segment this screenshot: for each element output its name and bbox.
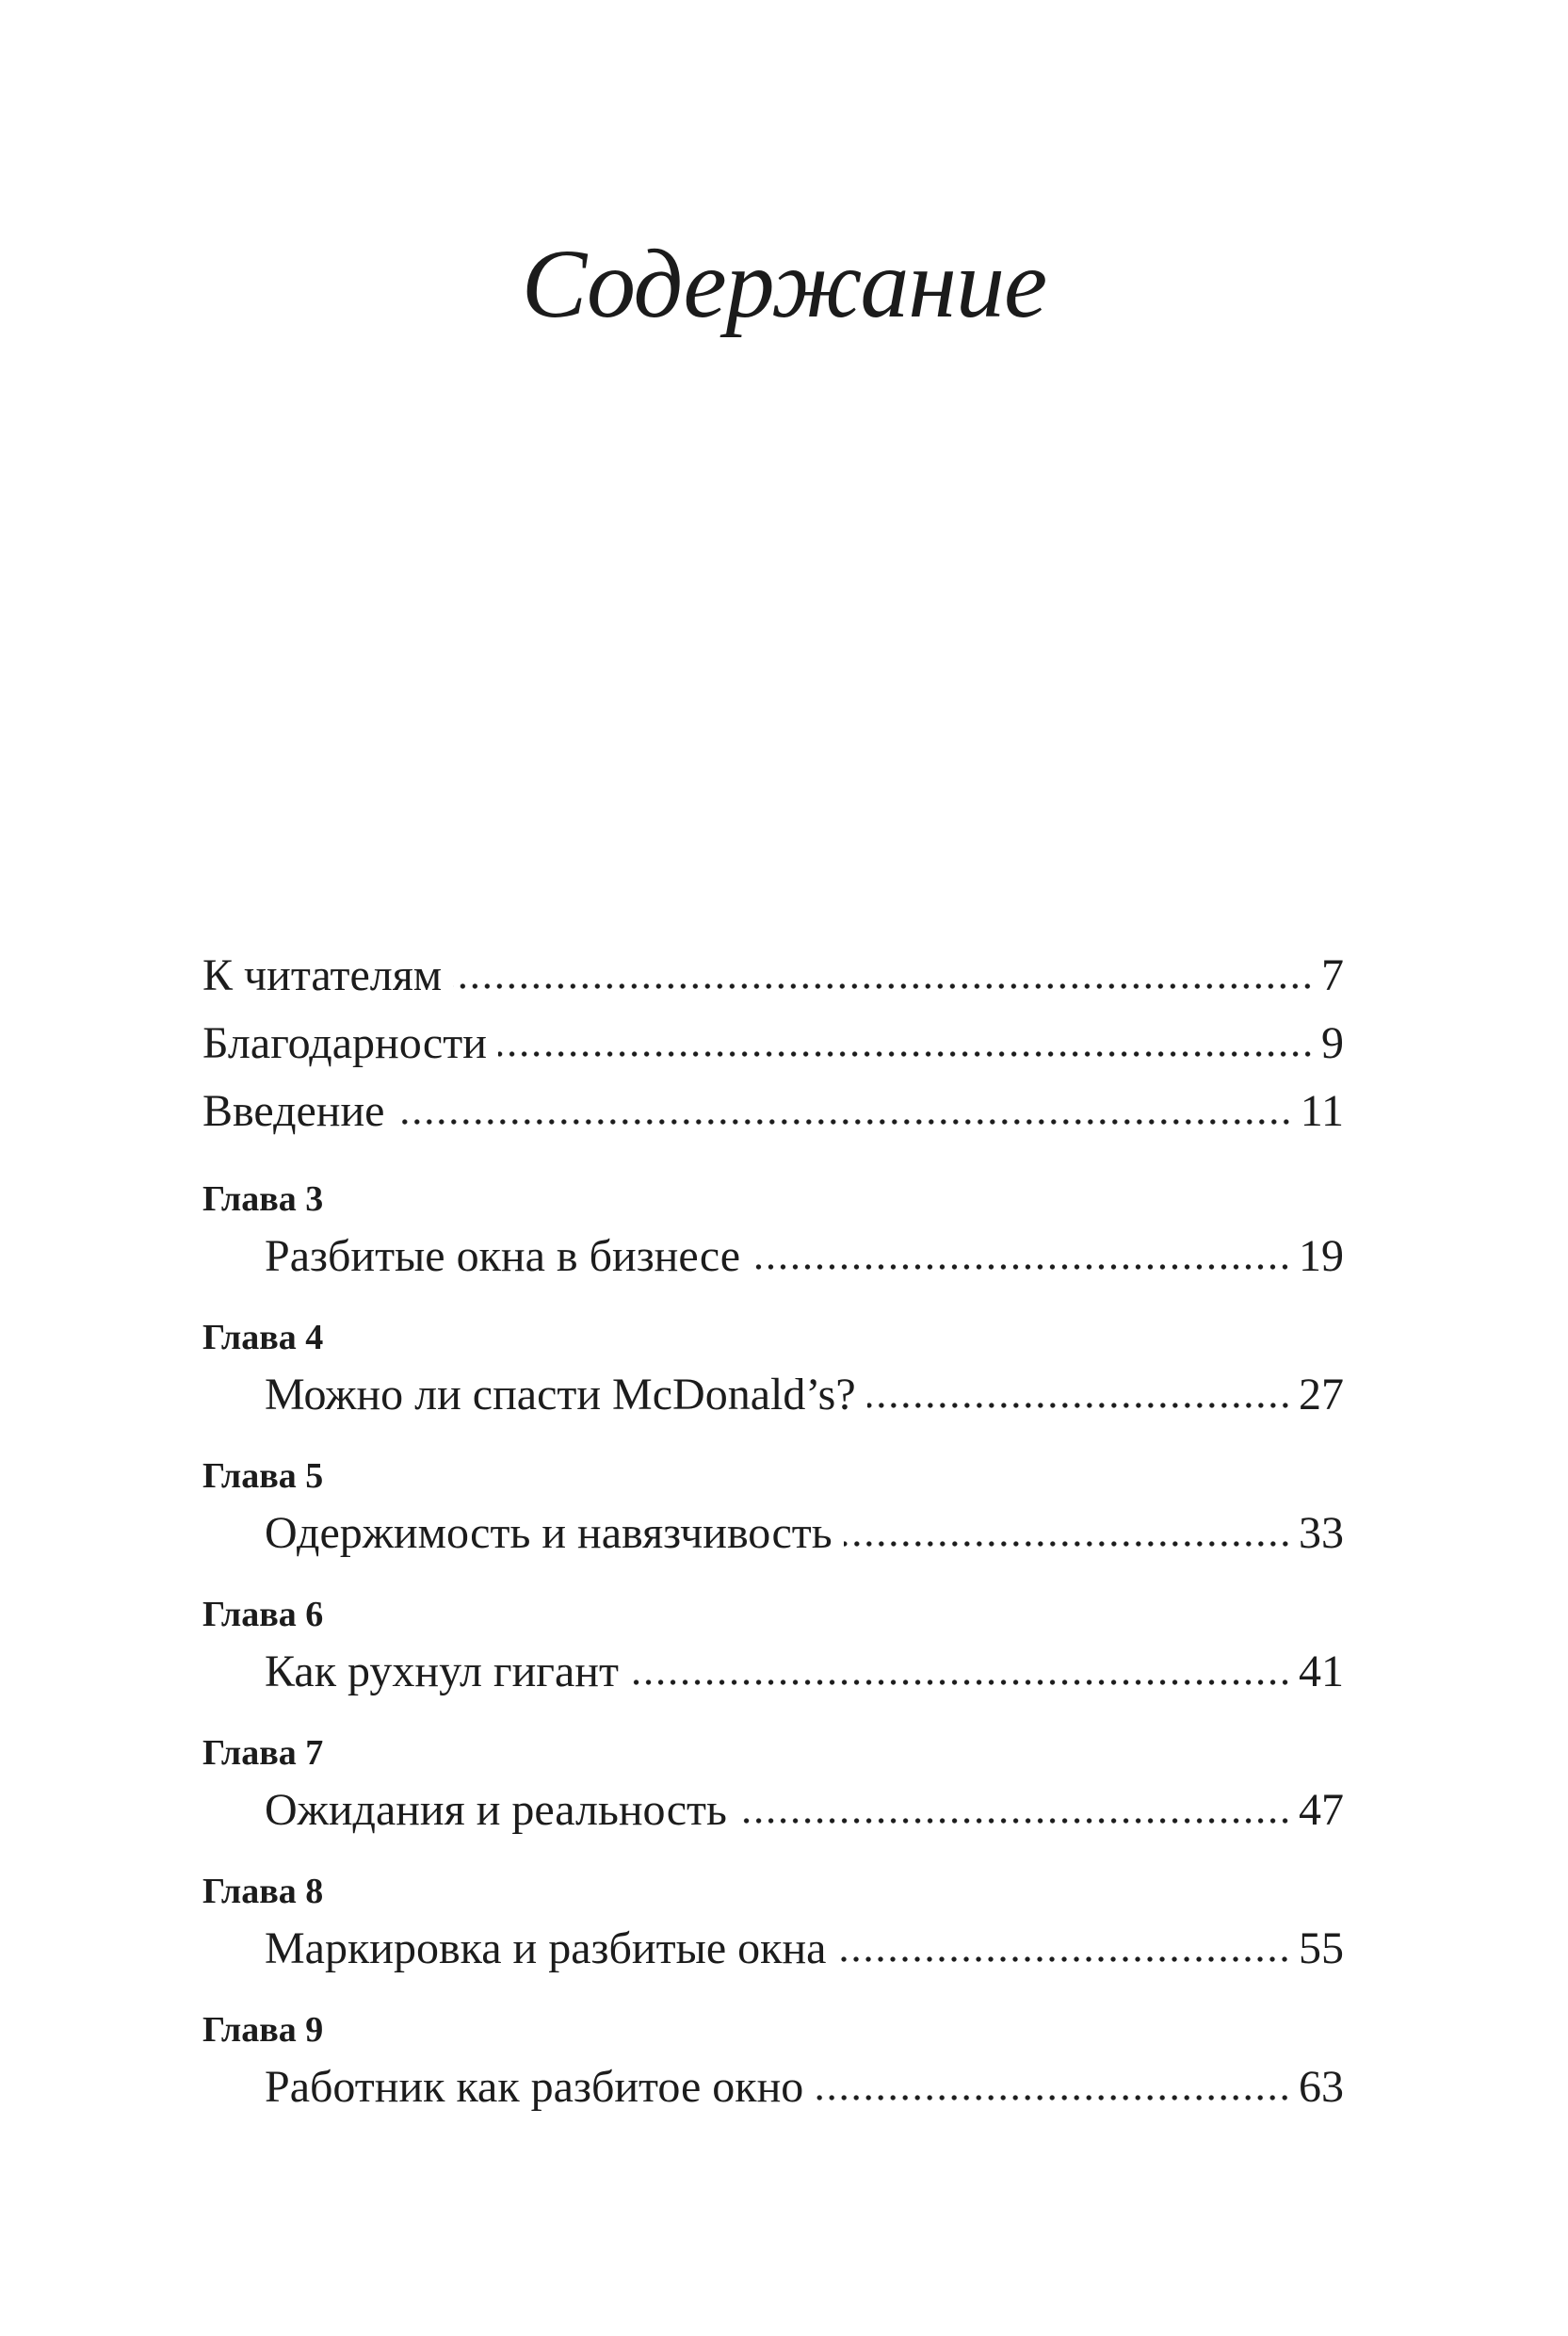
dot-leader xyxy=(453,982,1314,990)
chapter-label: Глава 6 xyxy=(202,1595,324,1634)
dot-leader xyxy=(844,1540,1291,1548)
dot-leader xyxy=(867,1402,1291,1409)
toc-entry-page: 7 xyxy=(1321,950,1344,1000)
toc-entry-page: 55 xyxy=(1299,1923,1344,1973)
toc-entry-page: 19 xyxy=(1299,1231,1344,1281)
toc-entry-page: 63 xyxy=(1299,2062,1344,2112)
dot-leader xyxy=(815,2094,1291,2101)
toc-entry-title: Разбитые окна в бизнесе xyxy=(265,1231,741,1281)
toc-chapter xyxy=(202,1728,1344,1841)
chapter-label: Глава 5 xyxy=(202,1456,324,1496)
toc-chapter xyxy=(202,2004,1344,2118)
toc-entry-title: Как рухнул гигант xyxy=(265,1647,619,1696)
dot-leader xyxy=(738,1817,1291,1825)
toc-entry-page: 41 xyxy=(1299,1647,1344,1696)
toc-entry-page: 11 xyxy=(1300,1086,1344,1136)
toc-entry xyxy=(202,1010,1344,1078)
toc-entry xyxy=(202,1501,1344,1565)
chapter-label: Глава 8 xyxy=(202,1872,324,1911)
toc-chapter xyxy=(202,1174,1344,1288)
chapter-label: Глава 9 xyxy=(202,2010,324,2050)
toc-entry xyxy=(202,1225,1344,1288)
toc-chapter xyxy=(202,1312,1344,1426)
toc-entry-title: Благодарности xyxy=(202,1018,487,1068)
toc-entry-title: Введение xyxy=(202,1086,385,1136)
toc-chapter xyxy=(202,1589,1344,1703)
toc-entry-page: 33 xyxy=(1299,1508,1344,1558)
chapter-label: Глава 7 xyxy=(202,1733,324,1773)
toc-entry xyxy=(202,1778,1344,1841)
chapter-label: Глава 3 xyxy=(202,1179,324,1219)
dot-leader xyxy=(630,1679,1291,1686)
toc-entry-title: Маркировка и разбитые окна xyxy=(265,1923,827,1973)
dot-leader xyxy=(837,1955,1291,1963)
toc-entry xyxy=(202,1078,1344,1145)
dot-leader xyxy=(498,1050,1314,1058)
toc-entry-title: Одержимость и навязчивость xyxy=(265,1508,832,1558)
dot-leader xyxy=(752,1263,1291,1271)
chapter-label: Глава 4 xyxy=(202,1318,324,1357)
toc-entry-title: Ожидания и реальность xyxy=(265,1785,727,1835)
table-of-contents xyxy=(202,942,1344,2118)
toc-chapter xyxy=(202,1866,1344,1980)
dot-leader xyxy=(396,1118,1292,1126)
toc-entry-page: 9 xyxy=(1321,1018,1344,1068)
chapter-list xyxy=(202,1174,1344,2118)
toc-entry-title: Можно ли спасти McDonald’s? xyxy=(265,1370,856,1419)
toc-entry xyxy=(202,1363,1344,1426)
toc-entry xyxy=(202,942,1344,1010)
toc-entry-title: К читателям xyxy=(202,950,443,1000)
toc-chapter xyxy=(202,1451,1344,1565)
page-title: Содержание xyxy=(521,230,1047,338)
toc-entry xyxy=(202,1640,1344,1703)
front-matter-list xyxy=(202,942,1344,1145)
toc-entry xyxy=(202,1917,1344,1980)
toc-entry xyxy=(202,2055,1344,2118)
toc-entry-title: Работник как разбитое окно xyxy=(265,2062,804,2112)
toc-entry-page: 27 xyxy=(1299,1370,1344,1419)
toc-entry-page: 47 xyxy=(1299,1785,1344,1835)
